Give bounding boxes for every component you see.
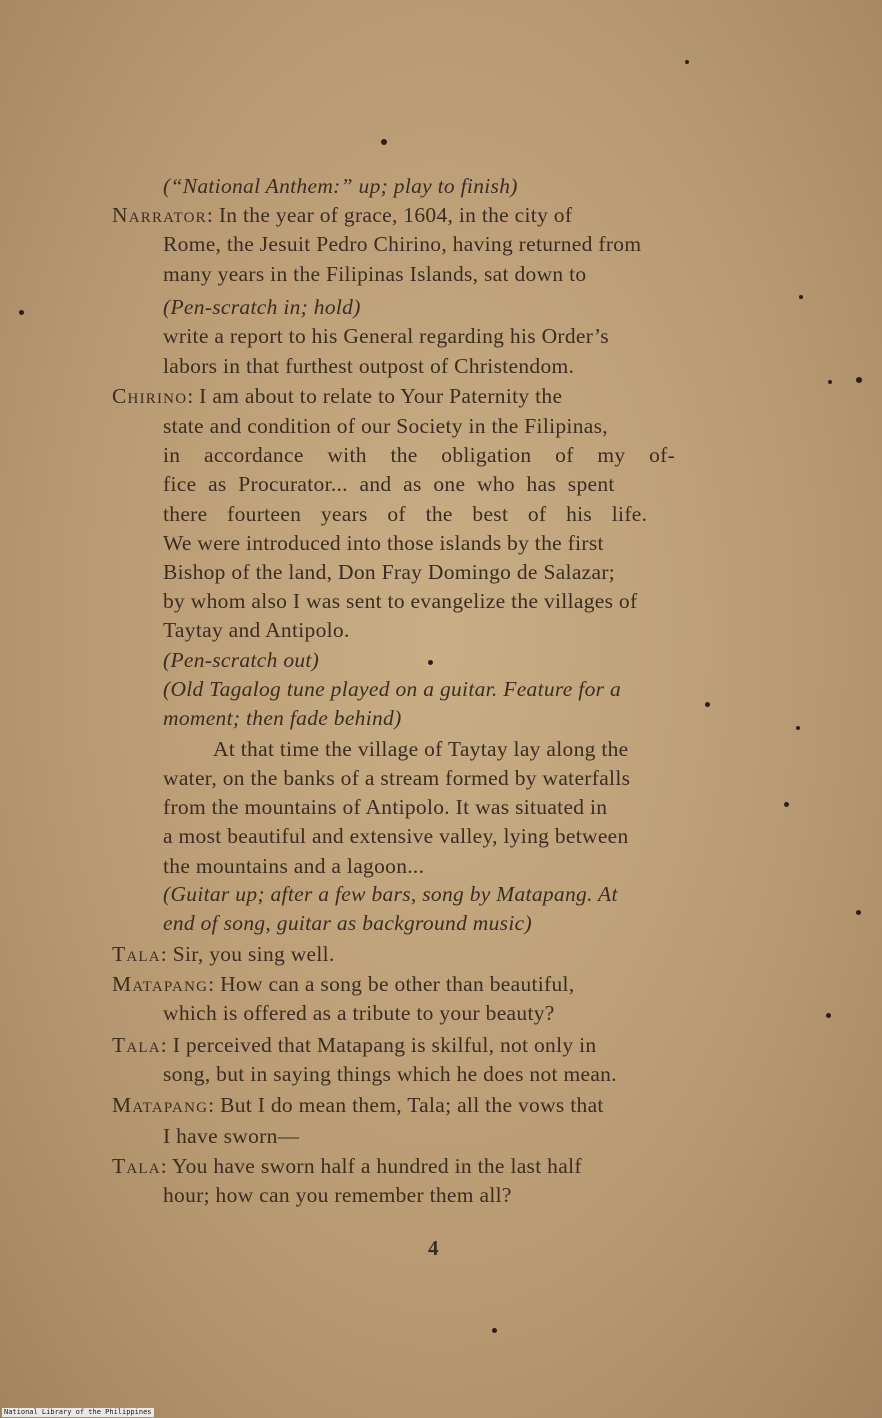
speech-line: Rome, the Jesuit Pedro Chirino, having returned from — [163, 232, 642, 256]
speaker-name: Tala — [112, 942, 161, 966]
stage-direction: (Old Tagalog tune played on a guitar. Feature for a — [163, 677, 622, 701]
speech-line: the mountains and a lagoon... — [163, 854, 425, 878]
ink-speck — [705, 702, 710, 707]
ink-speck — [381, 139, 387, 145]
speech-line: hour; how can you remember them all? — [163, 1183, 512, 1207]
ink-speck — [856, 377, 862, 383]
speech-line: song, but in saying things which he does not mean. — [163, 1062, 617, 1086]
speech-line: many years in the Filipinas Islands, sat down to — [163, 262, 587, 286]
stage-direction: (Guitar up; after a few bars, song by Matapang. At — [163, 882, 618, 906]
speech-line: by whom also I was sent to evangelize the villages of — [163, 589, 638, 613]
speech-text: : Sir, you sing well. — [160, 942, 335, 966]
speech-line — [112, 382, 562, 411]
speech-line — [112, 201, 572, 230]
stage-direction: (Pen-scratch in; hold) — [163, 295, 361, 319]
speech-line: We were introduced into those islands by the first — [163, 531, 604, 555]
speech-line: there fourteen years of the best of his life. — [163, 502, 648, 526]
speech-line: a most beautiful and extensive valley, lying between — [163, 824, 629, 848]
stage-direction: (Pen-scratch out) — [163, 648, 320, 672]
ink-speck — [796, 726, 800, 730]
speech-line: Taytay and Antipolo. — [163, 618, 350, 642]
speech-line: I have sworn— — [163, 1124, 300, 1148]
speech-line: in accordance with the obligation of my of- — [163, 443, 676, 467]
library-credit: National Library of the Philippines — [4, 1408, 152, 1416]
speech-line: which is offered as a tribute to your beauty? — [163, 1001, 555, 1025]
speech-text: : I am about to relate to Your Paternity the — [187, 384, 563, 408]
ink-speck — [492, 1328, 497, 1333]
speech-line — [112, 1091, 604, 1120]
stage-direction: end of song, guitar as background music) — [163, 911, 532, 935]
speech-text: : How can a song be other than beautiful, — [208, 972, 575, 996]
ink-speck — [826, 1013, 831, 1018]
ink-speck — [799, 295, 803, 299]
speech-line: write a report to his General regarding his Order’s — [163, 324, 609, 348]
ink-speck — [856, 910, 861, 915]
speech-line: Bishop of the land, Don Fray Domingo de Salazar; — [163, 560, 616, 584]
speech-text: : In the year of grace, 1604, in the city of — [206, 203, 573, 227]
speaker-name: Narrator — [112, 203, 207, 227]
ink-speck — [685, 60, 689, 64]
speaker-name: Tala — [112, 1154, 161, 1178]
page-number: 4 — [428, 1236, 439, 1260]
stage-direction: (“National Anthem:” up; play to finish) — [163, 174, 518, 198]
speech-line: from the mountains of Antipolo. It was situated in — [163, 795, 608, 819]
ink-speck — [828, 380, 832, 384]
speech-text: : I perceived that Matapang is skilful, not only in — [160, 1033, 597, 1057]
stage-direction: moment; then fade behind) — [163, 706, 402, 730]
speech-line — [112, 1152, 582, 1181]
speech-line: fice as Procurator... and as one who has spent — [163, 472, 615, 496]
speaker-name: Tala — [112, 1033, 161, 1057]
speech-line: state and condition of our Society in the Filipinas, — [163, 414, 608, 438]
speech-line: water, on the banks of a stream formed by waterfalls — [163, 766, 631, 790]
speaker-name: Matapang — [112, 1093, 209, 1117]
speech-text: : But I do mean them, Tala; all the vows that — [208, 1093, 604, 1117]
speech-line — [112, 970, 575, 999]
speech-line: labors in that furthest outpost of Christendom. — [163, 354, 575, 378]
speech-text: : You have sworn half a hundred in the last half — [160, 1154, 582, 1178]
ink-speck — [784, 802, 789, 807]
ink-speck — [19, 310, 24, 315]
speech-line — [112, 1031, 596, 1060]
speech-line: At that time the village of Taytay lay along the — [213, 737, 629, 761]
speaker-name: Chirino — [112, 384, 188, 408]
speaker-name: Matapang — [112, 972, 209, 996]
ink-speck — [428, 660, 433, 665]
speech-line — [112, 940, 335, 969]
